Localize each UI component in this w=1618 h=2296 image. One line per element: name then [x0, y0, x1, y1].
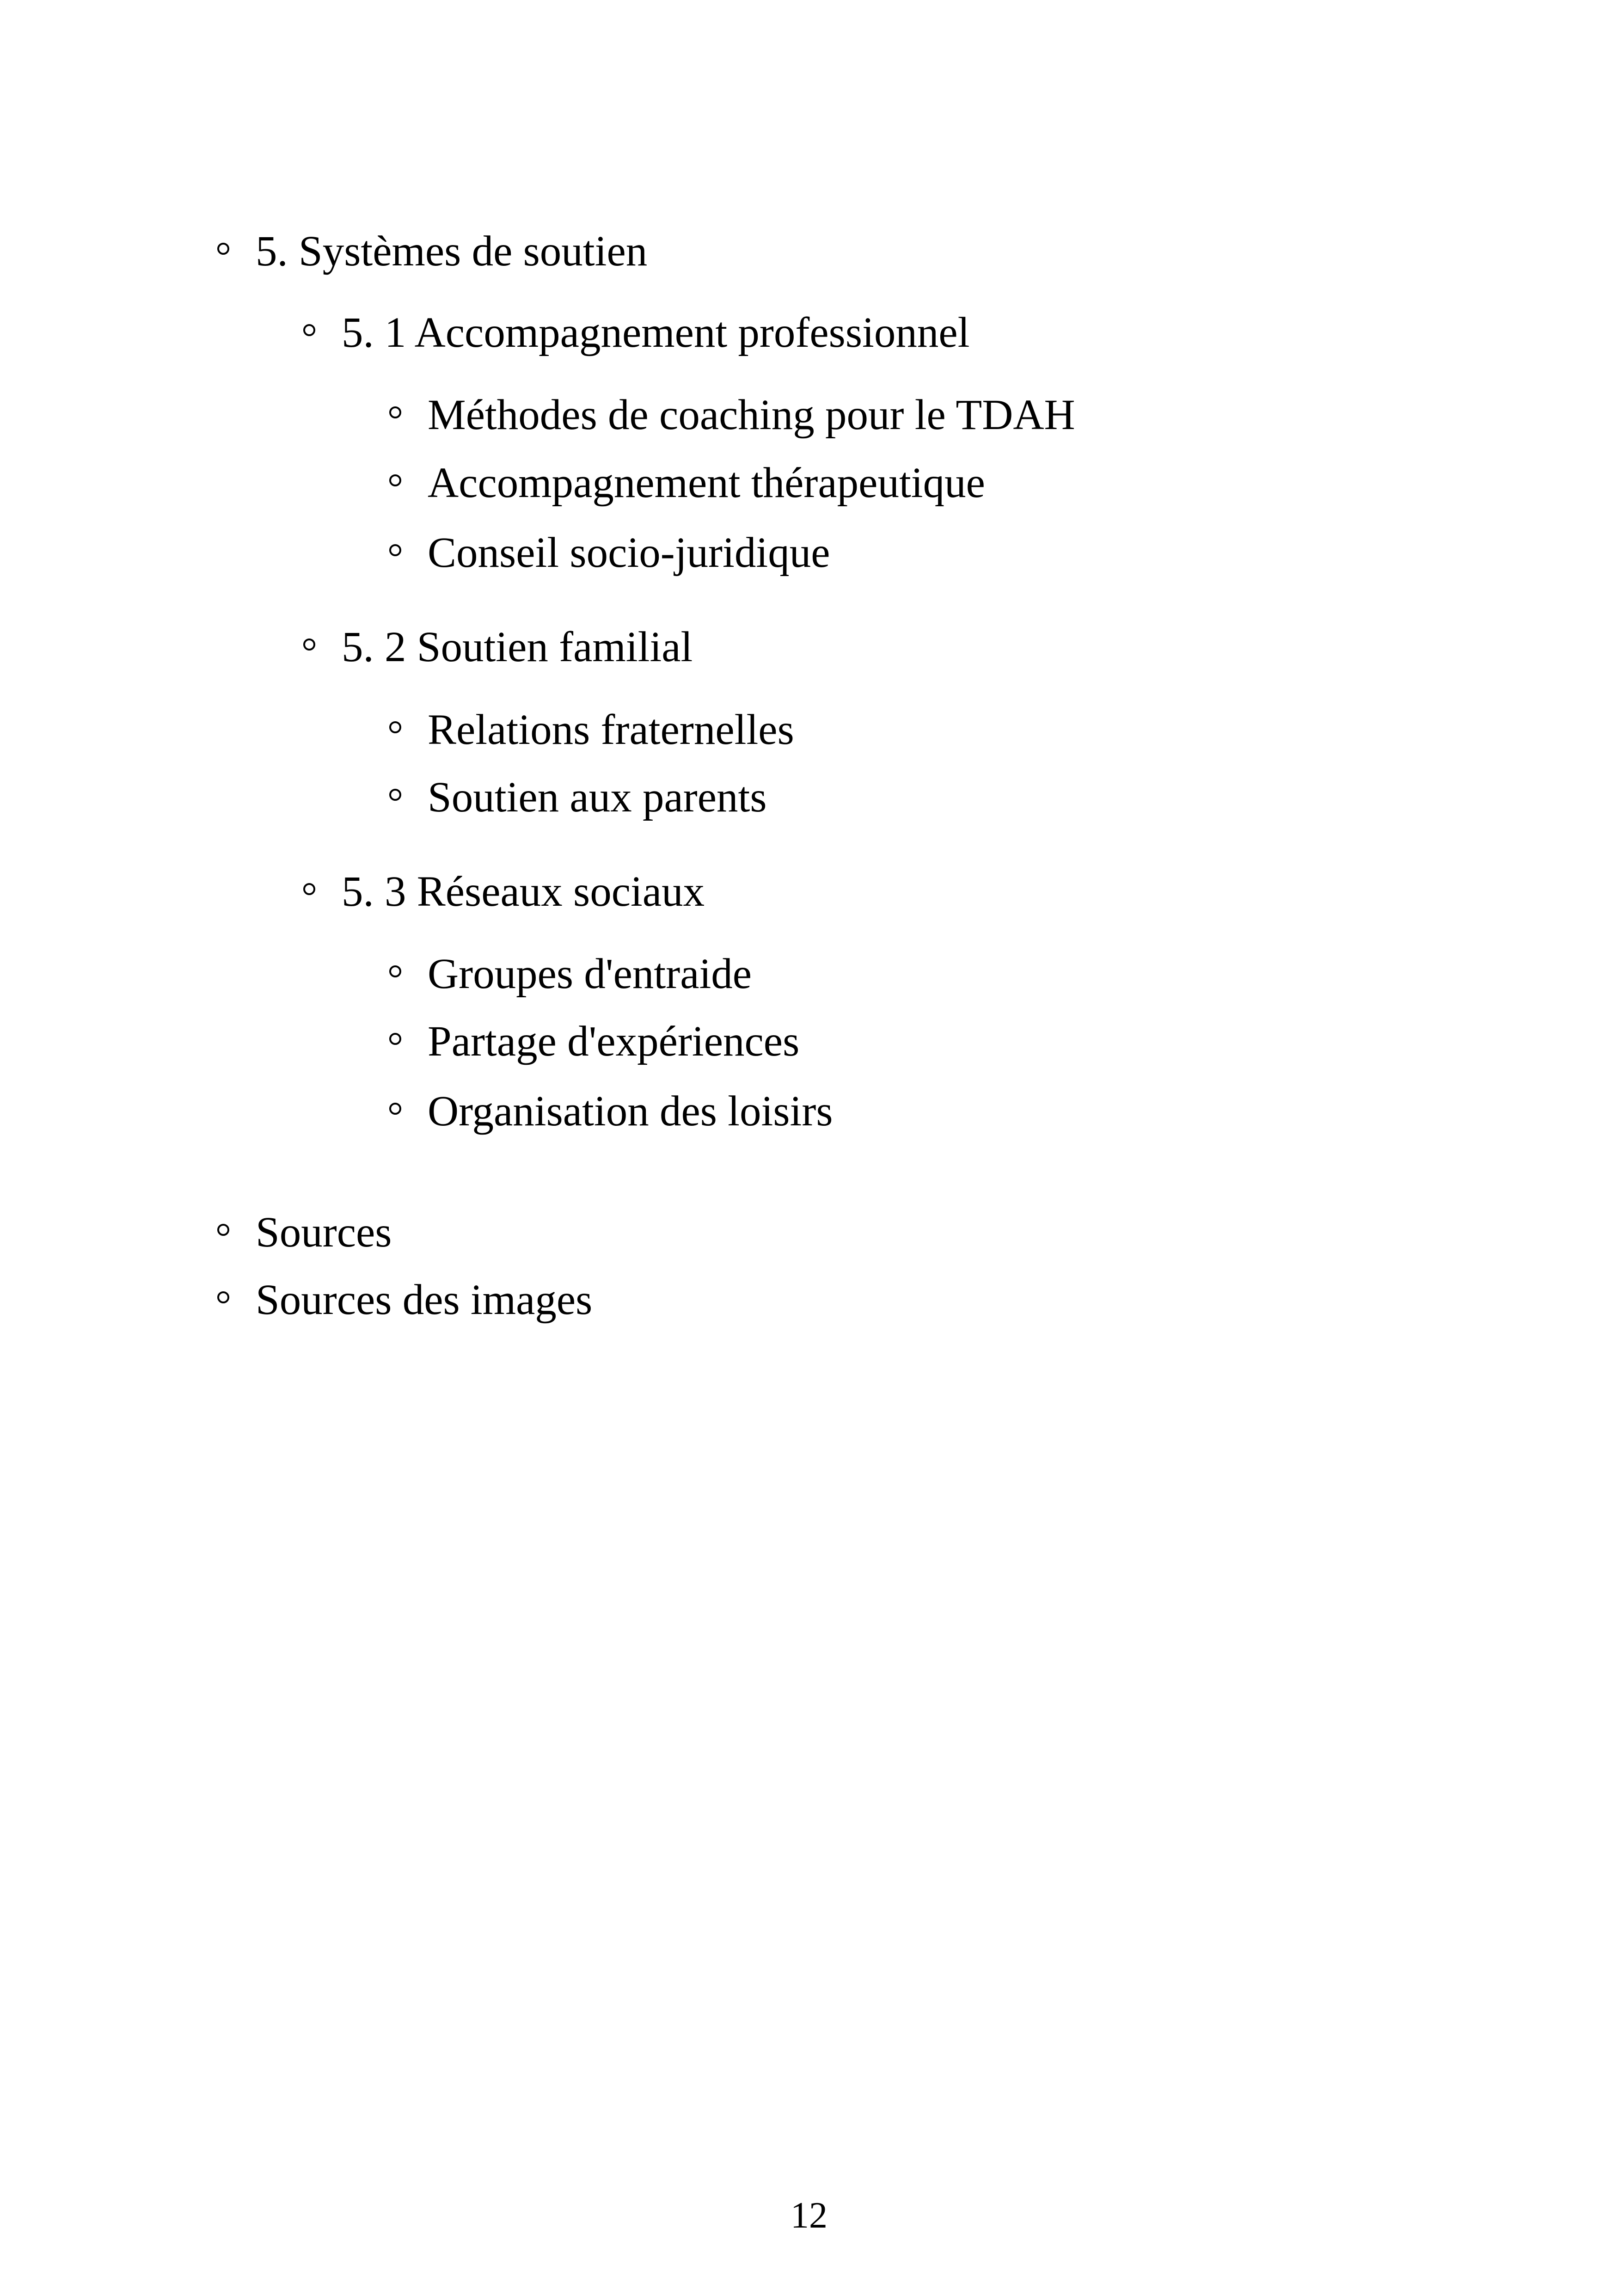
hollow-circle-bullet-icon — [389, 965, 401, 977]
toc-entry-label: Accompagnement thérapeutique — [428, 459, 985, 507]
toc-entry-label: Partage d'expériences — [428, 1018, 800, 1065]
hollow-circle-bullet-icon — [389, 474, 401, 486]
toc-entry-socio-legal-advice[interactable] — [389, 531, 1129, 577]
toc-entry-label: Relations fraternelles — [428, 706, 794, 754]
toc-entry-label: 5. 2 Soutien familial — [342, 623, 693, 671]
toc-entry-therapeutic-support[interactable] — [389, 461, 1129, 508]
toc-entry-section-5-2[interactable] — [303, 623, 1043, 672]
toc-entry-label: Sources — [256, 1209, 392, 1256]
toc-entry-label: Méthodes de coaching pour le TDAH — [428, 391, 1075, 439]
toc-entry-sibling-relations[interactable] — [389, 708, 1129, 755]
toc-entry-coaching-methods[interactable] — [389, 393, 1129, 440]
toc-entry-label: Groupes d'entraide — [428, 950, 752, 998]
toc-entry-self-help-groups[interactable] — [389, 952, 1129, 999]
hollow-circle-bullet-icon — [389, 406, 401, 418]
hollow-circle-bullet-icon — [389, 1103, 401, 1115]
toc-entry-label: 5. 1 Accompagnement professionnel — [342, 309, 970, 356]
toc-entry-label: Conseil socio-juridique — [428, 529, 830, 577]
hollow-circle-bullet-icon — [389, 1033, 401, 1045]
toc-entry-sources[interactable] — [217, 1211, 772, 1257]
hollow-circle-bullet-icon — [217, 1224, 229, 1236]
hollow-circle-bullet-icon — [217, 1291, 229, 1303]
toc-entry-image-sources[interactable] — [217, 1278, 772, 1325]
toc-entry-label: Sources des images — [256, 1276, 593, 1324]
toc-entry-label: 5. 3 Réseaux sociaux — [342, 868, 705, 915]
toc-entry-label: Soutien aux parents — [428, 774, 767, 821]
page-number: 12 — [791, 2195, 827, 2236]
hollow-circle-bullet-icon — [389, 789, 401, 801]
hollow-circle-bullet-icon — [389, 544, 401, 556]
toc-entry-experience-sharing[interactable] — [389, 1020, 1129, 1066]
toc-entry-label: 5. Systèmes de soutien — [256, 227, 648, 275]
toc-entry-parent-support[interactable] — [389, 776, 1129, 822]
hollow-circle-bullet-icon — [303, 638, 315, 651]
hollow-circle-bullet-icon — [389, 721, 401, 733]
toc-entry-section-5-3[interactable] — [303, 870, 1043, 916]
hollow-circle-bullet-icon — [303, 324, 315, 336]
toc-entry-leisure-organisation[interactable] — [389, 1087, 1129, 1136]
hollow-circle-bullet-icon — [217, 243, 229, 255]
toc-entry-section-5[interactable] — [217, 227, 772, 276]
toc-entry-section-5-1[interactable] — [303, 311, 1043, 357]
hollow-circle-bullet-icon — [303, 883, 315, 895]
toc-entry-label: Organisation des loisirs — [428, 1087, 833, 1135]
